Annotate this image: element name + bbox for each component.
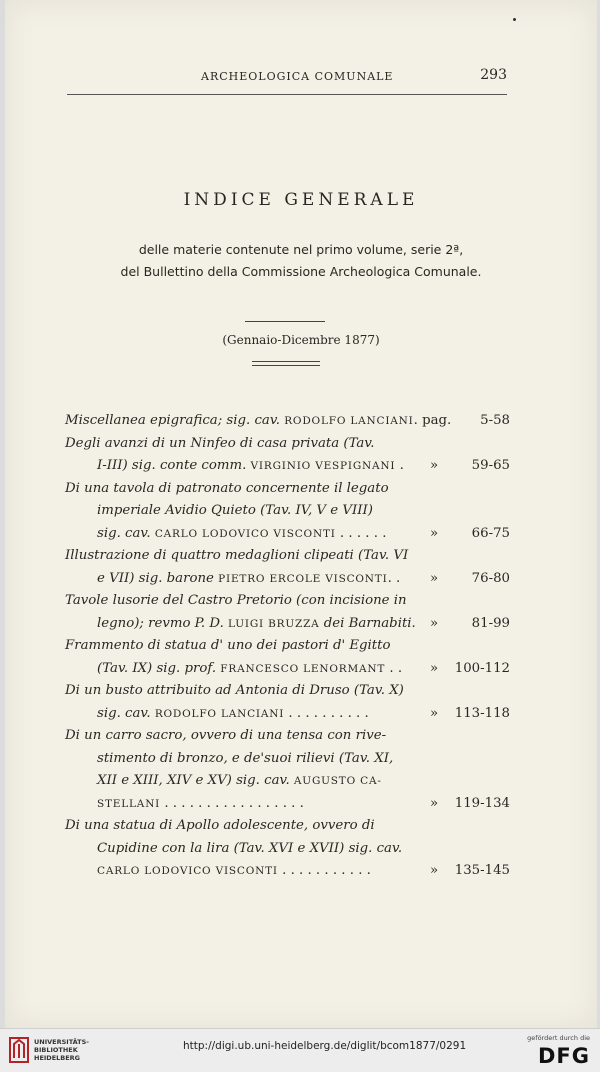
entry-trailing-text: . . . . . . . . . . .	[277, 863, 371, 878]
entry-title-text: Di un carro sacro, ovvero di una tensa con rive-	[65, 728, 387, 743]
header-rule	[67, 94, 507, 95]
entry-trailing-text: . . . . . .	[335, 525, 387, 541]
entry-title-text: e VII) sig. barone	[97, 570, 219, 586]
toc-line-text	[65, 590, 407, 613]
toc-line	[65, 568, 510, 591]
ditto-marker: »	[430, 863, 439, 878]
page-range: 59-65	[471, 458, 510, 473]
toc-line	[65, 815, 510, 838]
toc-line-text	[97, 793, 304, 816]
entry-title-text: Degli avanzi di un Ninfeo di casa privata (Tav.	[65, 435, 375, 451]
toc-line	[65, 410, 510, 433]
entry-trailing-text: . . . . . . . . . . . . . . . . .	[160, 795, 304, 811]
source-url-link[interactable]: http://digi.ub.uni-heidelberg.de/diglit/bcom1877/0291	[183, 1040, 467, 1052]
toc-line	[65, 680, 510, 703]
toc-line-text	[97, 658, 402, 681]
toc-line	[65, 748, 510, 771]
toc-line-text	[97, 838, 402, 861]
page-range: 81-99	[471, 615, 510, 631]
library-name-line: HEIDELBERG	[34, 1054, 81, 1062]
author-name: STELLANI	[97, 797, 161, 810]
page-range: 100-112	[454, 660, 510, 676]
ditto-marker: »	[430, 705, 439, 721]
scanned-page	[5, 0, 597, 1028]
library-name-line: UNIVERSITÄTS-	[34, 1038, 89, 1046]
entry-title-text: Illustrazione di quattro medaglioni clipeati (Tav. VI	[65, 548, 409, 563]
toc-line-text	[97, 703, 369, 726]
page-range: 76-80	[471, 570, 510, 586]
toc-line	[65, 433, 510, 456]
ink-speck	[513, 18, 516, 21]
ditto-marker: »	[430, 525, 439, 541]
university-library-name	[34, 1038, 89, 1062]
running-title: ARCHEOLOGICA COMUNALE	[201, 70, 394, 83]
toc-line	[65, 725, 510, 748]
page-range: 135-145	[454, 863, 510, 878]
entry-title-text: imperiale Avidio Quieto (Tav. IV, V e VIII)	[97, 503, 373, 518]
library-name-line: BIBLIOTHEK	[34, 1046, 78, 1054]
university-library-logo-icon	[8, 1036, 30, 1064]
entry-trailing-text: dei Barnabiti.	[319, 615, 416, 631]
author-name: VIRGINIO VESPIGNANI	[250, 460, 396, 472]
ditto-marker: »	[430, 795, 439, 811]
entry-title-text: I-III) sig. conte comm.	[97, 458, 251, 473]
entry-trailing-text: . pag.	[413, 413, 452, 428]
page-range: 119-134	[454, 795, 510, 811]
date-range: (Gennaio-Dicembre 1877)	[222, 333, 380, 347]
toc-line	[65, 635, 510, 658]
author-name: RODOLFO LANCIANI	[154, 707, 285, 720]
toc-line-text	[97, 860, 371, 883]
toc-line	[65, 613, 510, 636]
toc-line	[65, 703, 510, 726]
author-name: PIETRO ERCOLE VISCONTI	[218, 572, 388, 585]
toc-line-text	[65, 815, 375, 838]
entry-title-text: Di una tavola di patronato concernente il legato	[65, 480, 389, 496]
author-name: CARLO LODOVICO VISCONTI	[154, 527, 336, 540]
toc-line	[65, 770, 510, 793]
toc-line	[65, 500, 510, 523]
toc-line-text	[97, 748, 393, 771]
toc-line-text	[65, 478, 389, 501]
entry-title-text: Di un busto attribuito ad Antonia di Druso (Tav. X)	[65, 683, 404, 698]
toc-line-text	[65, 680, 404, 703]
toc-line	[65, 590, 510, 613]
entry-trailing-text: . .	[385, 660, 403, 676]
ditto-marker: »	[430, 660, 439, 676]
entry-title-text: Miscellanea epigrafica; sig. cav.	[65, 413, 285, 428]
entry-trailing-text: . .	[387, 570, 401, 586]
toc-line-text	[65, 635, 391, 658]
entry-title-text: legno); revmo P. D.	[97, 615, 229, 631]
entry-trailing-text: .	[395, 458, 404, 473]
ditto-marker: »	[430, 458, 439, 473]
page-range: 66-75	[471, 525, 510, 541]
toc-line-text	[65, 433, 375, 456]
ditto-marker: »	[430, 615, 439, 631]
author-name: LUIGI BRUZZA	[228, 617, 320, 630]
subtitle-line-1: delle materie contenute nel primo volume, serie 2ª,	[138, 242, 464, 257]
entry-title-text: Tavole lusorie del Castro Pretorio (con incisione in	[65, 593, 407, 608]
digitization-footer	[0, 1028, 600, 1072]
index-heading: INDICE GENERALE	[183, 190, 419, 210]
author-name: AUGUSTO CA-	[293, 775, 382, 787]
page-number: 293	[480, 67, 507, 83]
toc-line-text	[65, 725, 386, 748]
entry-title-text: (Tav. IX) sig. prof.	[97, 660, 221, 676]
double-rule	[252, 361, 320, 366]
entry-title-text: XII e XIII, XIV e XV) sig. cav.	[97, 773, 294, 788]
divider-rule	[245, 321, 325, 322]
toc-line-text	[97, 613, 416, 636]
toc-line	[65, 523, 510, 546]
page-range: 113-118	[454, 705, 510, 721]
dfg-logo: DFG	[537, 1044, 590, 1068]
toc-line	[65, 658, 510, 681]
table-of-contents	[65, 410, 510, 883]
entry-title-text: Cupidine con la lira (Tav. XVI e XVII) sig. cav.	[97, 840, 403, 856]
toc-line	[65, 455, 510, 478]
entry-title-text: Di una statua di Apollo adolescente, ovvero di	[65, 818, 375, 833]
toc-line-text	[97, 500, 373, 523]
entry-title-text: stimento di bronzo, e de'suoi rilievi (Tav. XI,	[97, 750, 394, 766]
toc-line-text	[97, 770, 382, 793]
toc-line	[65, 545, 510, 568]
entry-trailing-text: . . . . . . . . . .	[284, 705, 369, 721]
page-range: 5-58	[480, 413, 510, 428]
toc-line-text	[97, 523, 386, 546]
author-name: FRANCESCO LENORMANT	[220, 662, 386, 675]
toc-line	[65, 478, 510, 501]
entry-title-text: Frammento di statua d' uno dei pastori d' Egitto	[65, 638, 391, 653]
toc-line-text	[65, 545, 408, 568]
funding-note: gefördert durch die	[527, 1034, 590, 1042]
ditto-marker: »	[430, 570, 439, 586]
entry-title-text: sig. cav.	[97, 525, 155, 541]
toc-line-text	[65, 410, 451, 433]
author-name: RODOLFO LANCIANI	[284, 415, 414, 427]
toc-line	[65, 793, 510, 816]
author-name: CARLO LODOVICO VISCONTI	[97, 865, 278, 877]
toc-line	[65, 838, 510, 861]
entry-title-text: sig. cav.	[97, 705, 155, 721]
toc-line	[65, 860, 510, 883]
toc-line-text	[97, 455, 404, 478]
toc-line-text	[97, 568, 400, 591]
subtitle-line-2: del Bullettino della Commissione Archeologica Comunale.	[120, 264, 482, 279]
